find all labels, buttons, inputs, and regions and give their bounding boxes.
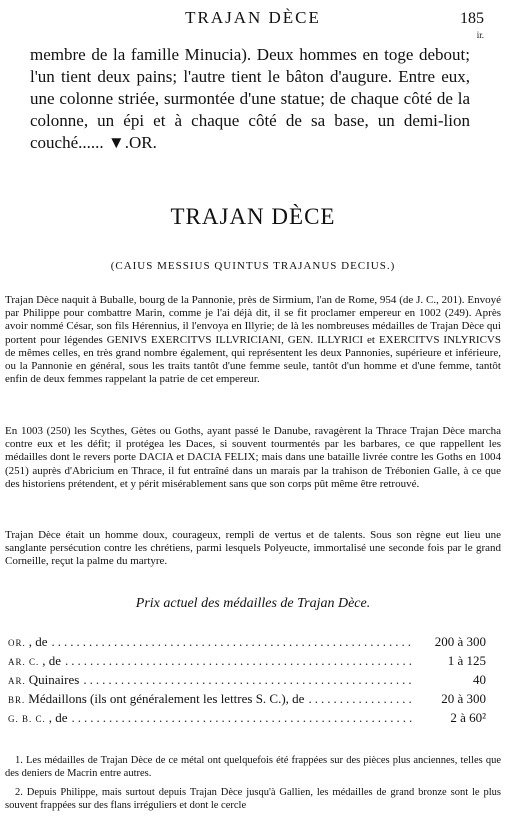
price-metal: G. B. C. [8, 714, 46, 724]
section-subtitle: (CAIUS MESSIUS QUINTUS TRAJANUS DECIUS.) [110, 260, 396, 272]
leader-dots [65, 653, 414, 669]
footnote: 1. Les médailles de Trajan Dèce de ce métal ont quelquefois été frappées sur des pièces plus anciennes, telles que des deniers de Macrin entre autres. [5, 755, 501, 779]
leader-dots [83, 672, 414, 688]
body-paragraph [5, 294, 501, 386]
price-label: , de [28, 634, 48, 649]
price-row [8, 710, 486, 729]
price-metal: OR. [8, 638, 26, 648]
price-metal: AR. [8, 676, 26, 686]
price-row [8, 634, 486, 653]
price-value: 40 [473, 672, 486, 687]
leader-dots [52, 634, 414, 650]
prices-title: Prix actuel des médailles de Trajan Dèce. [135, 596, 371, 611]
price-row [8, 691, 486, 710]
price-row [8, 672, 486, 691]
leader-dots [72, 710, 414, 726]
page-signature: ir. [476, 30, 484, 40]
continued-description: membre de la famille Minucia). Deux hommes en toge debout; l'un tient deux pains; l'autre tient le bâton d'augure. Entre eux, une colonne striée, surmontée d'une statue; de chaque côté de la colonne, un épi et à chaque côté de sa base, un demi-lion couché...... ▼.OR. [30, 45, 470, 152]
price-label: Médaillons (ils ont généralement les lettres S. C.), de [28, 691, 305, 706]
running-head: TRAJAN DÈCE [185, 8, 321, 27]
paragraph-text: En 1003 (250) les Scythes, Gètes ou Goths, ayant passé le Danube, ravagèrent la Thrace Trajan Dèce marcha contre eux et les défit; il protégea les Daces, si souvent tourmentés par les barbares, ce que rappellent les médailles dont le revers porte DACIA et DACIA FELIX; mais dans une bataille livrée contre les Goths en 1004 (251) auprès d'Abricium en Thrace, il fut entraîné dans un marais par la trahison de Trébonien Galle, à ce que des historiens prétendent, et y périt misérablement sans que son corps pût même être retrouvé. [5, 425, 501, 490]
paragraph-text: Trajan Dèce était un homme doux, courageux, rempli de vertus et de talents. Sous son règne eut lieu une sanglante persécution contre les chrétiens, parmi lesquels Polyeucte, immortalisé une seconde fois par le grand Corneille, reçut la palme du martyre. [5, 529, 501, 568]
price-value: 1 à 125 [447, 653, 486, 668]
price-value: 200 à 300 [434, 634, 486, 649]
section-title: TRAJAN DÈCE [170, 204, 336, 229]
price-metal: BR. [8, 695, 26, 705]
body-paragraph [5, 425, 501, 491]
price-label: , de [48, 710, 68, 725]
footnote: 2. Depuis Philippe, mais surtout depuis Trajan Dèce jusqu'à Gallien, les médailles de grand bronze sont le plus souvent frappées sur des flans irréguliers et dont le cercle [5, 787, 501, 811]
leader-dots [308, 691, 414, 707]
page-number: 185 [460, 10, 484, 27]
price-value: 20 à 300 [441, 691, 486, 706]
price-list [8, 634, 486, 729]
body-paragraph [5, 529, 501, 569]
footnotes [5, 754, 501, 818]
price-value: 2 à 60² [450, 710, 486, 725]
price-label: Quinaires [28, 672, 80, 687]
price-row [8, 653, 486, 672]
paragraph-text: Trajan Dèce naquit à Buballe, bourg de la Pannonie, près de Sirmium, l'an de Rome, 954 (de J. C., 201). Envoyé par Philippe pour combattre Marin, comme je l'ai déjà dit, il se fit proclamer empereur en 1002 (249). Après avoir nommé César, son fils Hérennius, il l'envoya en Illyrie; de là les nombreuses médailles de Trajan Dèce qui portent pour légendes GENIVS EXERCITVS ILLVRICIANI, GEN. ILLYRICI et EXERCITVS INLYRICVS de mêmes celles, en très grand nombre également, qui représentent les deux Pannonies, supérieure et inférieure, ou la Pannonie en général, sous les traits tantôt d'une femme seule, tantôt d'un homme et d'une femme, tantôt enfin de deux femmes rappelant la patrie de cet empereur. [5, 294, 501, 386]
price-metal: AR. C. [8, 657, 40, 667]
price-label: , de [42, 653, 62, 668]
